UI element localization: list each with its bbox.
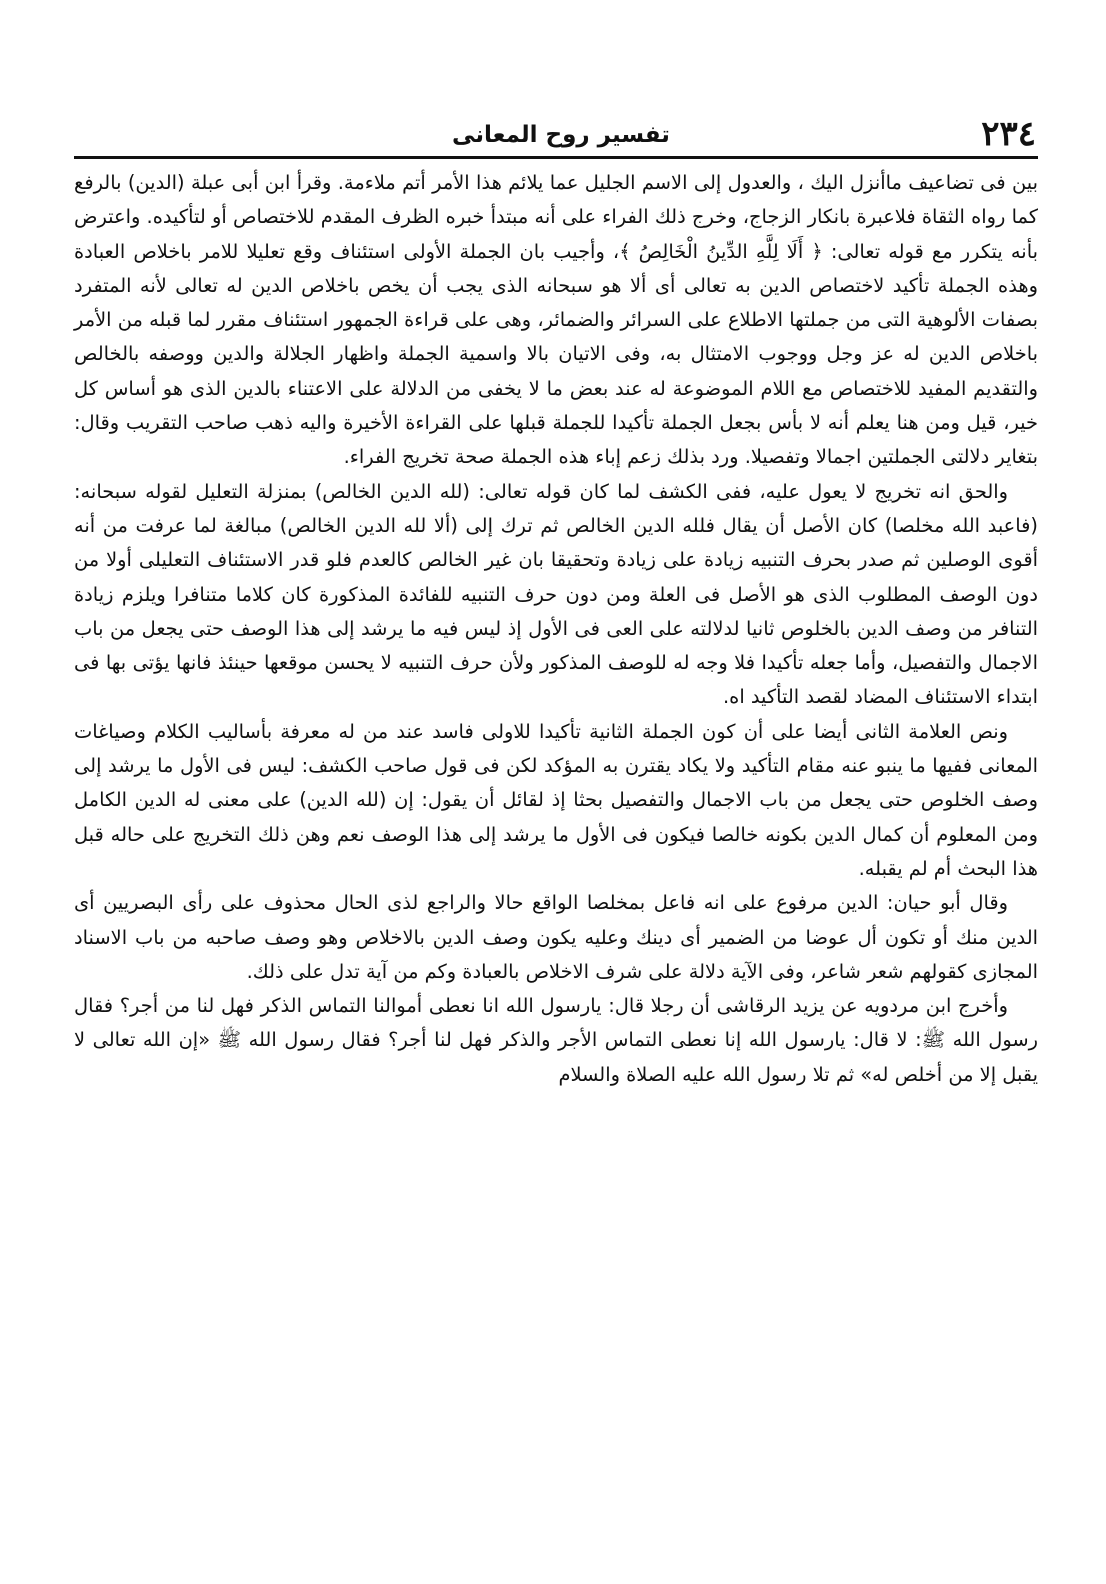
paragraph: ونص العلامة الثانى أيضا على أن كون الجملة الثانية تأكيدا للاولى فاسد عند من له معرفة بأساليب الكلام وصياغات المعانى ففيها ما ينبو عنه مقام التأكيد ولا يكاد يقترن به المؤكد لكن فى قول صاحب الكشف: ليس فى الأول ما يرشد إلى وصف الخلوص حتى يجعل من باب الاجمال والتفصيل بحثا إذ لقائل أن يقول: إن (لله الدين) على معنى له الدين الكامل ومن المعلوم أن كمال الدين بكونه خالصا فيكون فى الأول ما يرشد إلى هذا الوصف نعم وهن ذلك التخريج على حاله قبل هذا البحث أم لم يقبله. [74,719,1038,880]
paragraph: وقال أبو حيان: الدين مرفوع على انه فاعل بمخلصا الواقع حالا والراجع لذى الحال محذوف على رأى البصريين أى الدين منك أو تكون أل عوضا من الضمير أى دينك وعليه يكون وصف الدين بالاخلاص وهو وصف صاحبه من باب الاسناد المجازى كقولهم شعر شاعر، وفى الآية دلالة على شرف الاخلاص بالعبادة وكم من آية تدل على ذلك. [74,891,1038,983]
paragraph: والحق انه تخريج لا يعول عليه، ففى الكشف لما كان قوله تعالى: (لله الدين الخالص) بمنزلة التعليل لقوله سبحانه: (فاعبد الله مخلصا) كان الأصل أن يقال فلله الدين الخالص ثم ترك إلى (ألا لله الدين الخالص) مبالغة لما عرفت من أنه أقوى الوصلين ثم صدر بحرف التنبيه زيادة على زيادة وتحقيقا بان غير الخالص كالعدم فلو قدر الاستئناف التعليلى أولا من دون الوصف المطلوب الذى هو الأصل فى العلة ومن دون حرف التنبيه للفائدة المذكورة كان كلاما متنافرا ويلزم زيادة التنافر من وصف الدين بالخلوص ثانيا لدلالته على العى فى الأول إذ ليس فيه ما يرشد إلى هذا الوصف حتى يجعل من باب الاجمال والتفصيل، وأما جعله تأكيدا فلا وجه له للوصف المذكور ولأن حرف التنبيه لا يحسن موقعها حينئذ فانها يؤتى بها فى ابتداء الاستئناف المضاد لقصد التأكيد اه. [74,479,1038,709]
running-title: تفسير روح المعانى [452,122,670,148]
page-number: ٢٣٤ [981,114,1036,154]
paragraph: بين فى تضاعيف ماأنزل اليك ، والعدول إلى الاسم الجليل عما يلائم هذا الأمر أتم ملاءمة. وقرأ ابن أبى عبلة (الدين) بالرفع كما رواه الثقاة فلاعبرة بانكار الزجاج، وخرج ذلك الفراء على أنه مبتدأ خبره الظرف المقدم للاختصاص أو لتأكيده. واعترض بأنه يتكرر مع قوله تعالى: ﴿ أَلَا لِلَّهِ الدِّينُ الْخَالِصُ ﴾، وأجيب بان الجملة الأولى استئناف وقع تعليلا للامر باخلاص العبادة وهذه الجملة تأكيد لاختصاص الدين به تعالى أى ألا هو سبحانه الذى يجب أن يخص باخلاص الدين له تعالى لأنه المتفرد بصفات الألوهية التى من جملتها الاطلاع على السرائر والضمائر، وهى على قراءة الجمهور استئناف مقرر لما قبله من الأمر باخلاص الدين له عز وجل ووجوب الامتثال به، وفى الاتيان بالا واسمية الجملة واظهار الجلالة والدين ووصفه بالخالص والتقديم المفيد للاختصاص مع اللام الموضوعة له عند بعض ما لا يخفى من الدلالة على الاعتناء بالدين الذى هو أساس كل خير، قيل ومن هنا يعلم أنه لا بأس بجعل الجملة تأكيدا للجملة قبلها على القراءة الأخيرة واليه ذهب صاحب التقريب وقال: بتغاير دلالتى الجملتين اجمالا وتفصيلا. ورد بذلك زعم إباء هذه الجملة صحة تخريج الفراء. [74,171,1038,469]
tafsir-body-text [74,166,1038,1092]
header-divider [74,156,1038,159]
page-header [86,112,1036,156]
paragraph: وأخرج ابن مردويه عن يزيد الرقاشى أن رجلا قال: يارسول الله انا نعطى أموالنا التماس الذكر فهل لنا من أجر؟ فقال رسول الله ﷺ: لا قال: يارسول الله إنا نعطى التماس الأجر والذكر فهل لنا أجر؟ فقال رسول الله ﷺ «إن الله تعالى لا يقبل إلا من أخلص له» ثم تلا رسول الله عليه الصلاة والسلام [74,994,1038,1086]
